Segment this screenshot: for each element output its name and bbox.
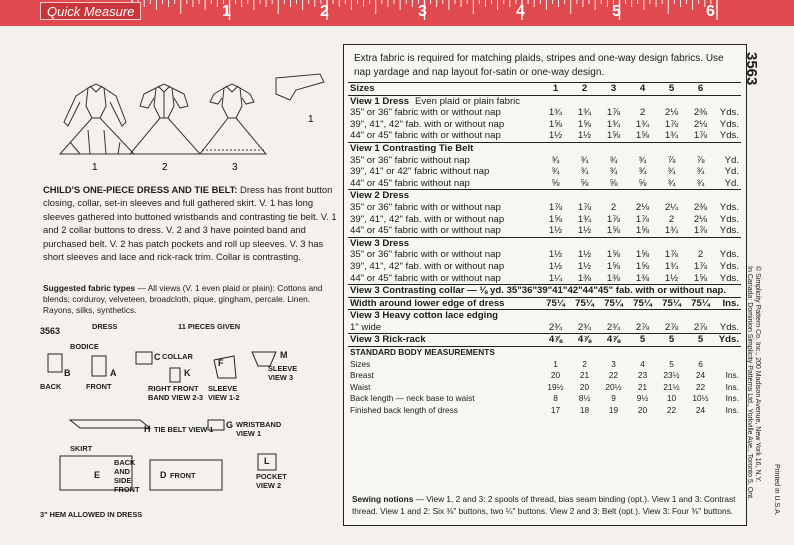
unit-cell: Ins.	[725, 405, 739, 416]
table-cell: 1⅝	[635, 249, 650, 261]
table-cell: 75¼	[570, 297, 599, 310]
table-cell: 4	[640, 358, 645, 369]
table-cell: 22	[666, 405, 677, 416]
table-cell: 21½	[663, 381, 680, 392]
table-cell: 1⅝	[548, 118, 563, 130]
table-cell: 75¼	[541, 297, 570, 310]
table-cell: 1⅞	[664, 249, 679, 261]
table-cell: 10	[666, 393, 677, 404]
table-cell: 1⅞	[548, 201, 563, 213]
pieces-skirt: SKIRT	[70, 444, 93, 453]
section-title	[348, 95, 741, 107]
table-cell: 9	[611, 393, 616, 404]
table-cell: 1	[553, 358, 558, 369]
piece-tie-belt: TIE BELT VIEW 1	[154, 425, 214, 434]
table-cell: ⅞	[667, 154, 676, 166]
unit-cell: Yds.	[719, 107, 739, 119]
row-label: 35" or 36" fabric without nap	[350, 154, 470, 166]
table-cell: 2⅞	[635, 321, 650, 333]
row-label: 35" or 36" fabric with or without nap	[350, 201, 501, 213]
table-row	[348, 107, 741, 119]
table-cell: 2⅞	[664, 321, 679, 333]
table-cell: 20	[637, 405, 648, 416]
lace-title: View 3 Heavy cotton lace edging	[348, 310, 741, 322]
piece-front: FRONT	[86, 382, 112, 391]
table-row	[348, 310, 741, 322]
copyright-text: © Simplicity Pattern Co. Inc., 200 Madison Avenue, New York 16, N.Y.	[754, 266, 761, 483]
row-label: Width around lower edge of dress	[348, 297, 541, 310]
table-cell: 20	[550, 370, 561, 381]
unit-cell: Yd.	[724, 177, 739, 189]
side-pattern-number: 3563	[743, 52, 760, 86]
table-cell: ¾	[580, 166, 589, 178]
row-label: 39", 41", 42" fab. with or without nap	[350, 213, 505, 225]
unit-cell: Yds.	[715, 334, 741, 347]
table-cell: 20½	[605, 381, 622, 392]
table-cell: 1⅝	[606, 130, 621, 142]
table-cell: 1⅞	[606, 213, 621, 225]
unit-cell: Yd.	[724, 154, 739, 166]
table-cell: 2¾	[548, 321, 563, 333]
table-row	[348, 166, 741, 178]
table-cell: 3	[599, 83, 628, 96]
table-cell: 1½	[577, 249, 592, 261]
table-row	[348, 285, 741, 298]
table-row	[348, 359, 741, 371]
canada-text: In Canada: Dominion Simplicity Patterns Ltd., Yorkville Ave., Toronto 5, Ont.	[746, 266, 753, 500]
row-label: 44" or 45" fabric without nap	[350, 177, 470, 189]
table-row	[348, 119, 741, 131]
table-row	[348, 249, 741, 261]
table-cell: 5	[628, 334, 657, 347]
table-row	[348, 334, 741, 347]
table-cell: 2¼	[664, 201, 679, 213]
piece-letter: K	[184, 368, 191, 378]
piece-letter: F	[218, 358, 224, 368]
table-cell: 1⅝	[548, 213, 563, 225]
table-cell: 1¾	[548, 107, 563, 119]
pieces-hem-note: 3" HEM ALLOWED IN DRESS	[40, 510, 143, 519]
unit-cell: Yds.	[719, 249, 739, 261]
table-cell: 1⅝	[606, 260, 621, 272]
table-cell: 4⅞	[599, 334, 628, 347]
description-title: CHILD'S ONE-PIECE DRESS AND TIE BELT:	[43, 184, 238, 195]
table-cell: ⅝	[580, 177, 589, 189]
table-cell: 1⅜	[577, 272, 592, 284]
piece-sleeve-3: SLEEVE VIEW 3	[268, 364, 298, 382]
fabric-requirements-box	[343, 44, 747, 526]
row-label: 39", 41", 42" fab. with or without nap	[350, 260, 505, 272]
row-label: 39", 41", 42" fab. with or without nap	[350, 118, 505, 130]
table-cell: 20	[579, 381, 590, 392]
row-label: 44" or 45" fabric with or without nap	[350, 225, 501, 237]
table-cell: ¾	[580, 154, 589, 166]
table-row	[348, 83, 741, 96]
quick-measure-label: Quick Measure	[40, 2, 141, 20]
ruler-number: 1	[222, 3, 231, 20]
body-measurements-title: STANDARD BODY MEASUREMENTS	[348, 347, 741, 359]
piece-letter: H	[144, 424, 151, 434]
table-cell: ⅞	[696, 154, 705, 166]
table-row	[348, 273, 741, 285]
unit-cell	[715, 83, 741, 96]
table-cell: 4	[628, 83, 657, 96]
piece-letter: A	[110, 368, 117, 378]
row-label: Finished back length of dress	[350, 405, 458, 416]
table-cell: ¾	[667, 177, 676, 189]
table-cell: 19	[608, 405, 619, 416]
table-cell: 4⅞	[570, 334, 599, 347]
unit-cell: Ins.	[725, 393, 739, 404]
table-row	[348, 202, 741, 214]
piece-letter: E	[94, 470, 101, 480]
row-label: Back length — neck base to waist	[350, 393, 475, 404]
table-cell: 1½	[548, 249, 563, 261]
table-cell: 24	[695, 405, 706, 416]
table-cell: 2¾	[577, 321, 592, 333]
yardage-table	[348, 82, 741, 417]
table-cell: 1⅝	[693, 272, 708, 284]
row-label: 1" wide	[350, 321, 382, 333]
fabric-intro: Extra fabric is required for matching plaids, stripes and one-way design fabrics. Use nap yardage and nap layout for-satin or one-way design.	[354, 53, 724, 78]
table-cell: 23½	[663, 370, 680, 381]
table-cell: 8	[553, 393, 558, 404]
pattern-description	[43, 183, 339, 263]
table-cell: 1⅝	[635, 130, 650, 142]
piece-sleeve-12: SLEEVE VIEW 1-2	[208, 384, 240, 402]
table-cell: 2¾	[606, 321, 621, 333]
table-cell: ¾	[551, 166, 560, 178]
suggested-fabrics	[43, 283, 339, 316]
piece-wristband: WRISTBAND VIEW 1	[236, 420, 282, 438]
row-label: 44" or 45" fabric with or without nap	[350, 272, 501, 284]
table-cell: 2	[668, 213, 675, 225]
unit-cell: Yds.	[719, 272, 739, 284]
ruler-number: 6	[706, 3, 715, 20]
table-cell: 1¾	[577, 107, 592, 119]
table-cell: 17	[550, 405, 561, 416]
table-cell: 24	[695, 370, 706, 381]
table-cell: ¾	[638, 166, 647, 178]
pieces-bodice: BODICE	[70, 342, 99, 351]
table-cell: 2	[639, 107, 646, 119]
unit-cell: Yds.	[719, 201, 739, 213]
piece-letter: M	[280, 350, 288, 360]
pattern-pieces	[40, 322, 340, 522]
ruler-number: 2	[320, 3, 329, 20]
table-row	[348, 370, 741, 382]
dress-illustrations	[40, 70, 340, 180]
table-row	[348, 382, 741, 394]
table-cell: 4⅞	[541, 334, 570, 347]
table-cell: 1⅝	[606, 225, 621, 237]
table-cell: ¾	[696, 166, 705, 178]
ruler-number: 5	[612, 3, 621, 20]
table-cell: 1½	[548, 260, 563, 272]
table-cell: 3	[611, 358, 616, 369]
table-cell: 2⅛	[664, 107, 679, 119]
section-title	[348, 142, 741, 154]
pieces-number: 3563	[40, 326, 61, 336]
row-label: 39", 41" or 42" fabric without nap	[350, 166, 490, 178]
table-cell: 19½	[547, 381, 564, 392]
table-cell: 5	[669, 358, 674, 369]
table-cell: 1½	[664, 272, 679, 284]
table-cell: 1⅞	[693, 130, 708, 142]
table-cell: ¾	[609, 166, 618, 178]
piece-letter: G	[226, 420, 234, 430]
table-cell: 2⅜	[693, 107, 708, 119]
row-label: Sizes	[350, 358, 371, 369]
table-cell: 2⅛	[635, 201, 650, 213]
unit-cell: Ins.	[715, 297, 741, 310]
table-row	[348, 393, 741, 405]
quick-measure-ruler	[0, 0, 794, 26]
section-title	[348, 190, 741, 202]
table-cell: 2⅛	[693, 213, 708, 225]
table-cell: 10½	[692, 393, 709, 404]
table-cell: ⅝	[551, 177, 560, 189]
table-cell: 1½	[577, 260, 592, 272]
unit-cell: Yds.	[719, 260, 739, 272]
table-cell: 2⅜	[693, 201, 708, 213]
row-label: Sizes	[348, 83, 541, 96]
printed-text: Printed in U.S.A.	[773, 464, 780, 516]
unit-cell: Yds.	[719, 225, 739, 237]
pieces-given: 11 PIECES GIVEN	[178, 322, 241, 331]
table-row	[348, 261, 741, 273]
table-cell: 2	[697, 249, 704, 261]
table-cell: 21	[637, 381, 648, 392]
table-cell: 1⅝	[606, 249, 621, 261]
ruler-number: 4	[516, 3, 525, 20]
piece-back: BACK	[40, 382, 62, 391]
table-cell: 2	[610, 201, 617, 213]
piece-right-front-band: RIGHT FRONT BAND VIEW 2-3	[148, 384, 204, 402]
table-cell: 22	[608, 370, 619, 381]
table-cell: 1¼	[548, 272, 563, 284]
table-row	[348, 214, 741, 226]
table-row	[348, 155, 741, 167]
piece-d-front: FRONT	[170, 471, 196, 480]
table-cell: 18	[579, 405, 590, 416]
table-row	[348, 405, 741, 417]
table-cell: 5	[657, 83, 686, 96]
table-cell: 75¼	[686, 297, 715, 310]
table-cell: 23	[637, 370, 648, 381]
table-row	[348, 322, 741, 334]
table-cell: 1	[541, 83, 570, 96]
section-title-text: View 2 Dress	[350, 190, 410, 202]
section-title-text: View 1 Dress	[350, 95, 410, 107]
table-cell: 1⅞	[693, 225, 708, 237]
table-row	[348, 297, 741, 310]
table-cell: 1¾	[577, 213, 592, 225]
table-row	[348, 347, 741, 359]
table-cell: 21	[579, 370, 590, 381]
table-cell: 1⅞	[664, 118, 679, 130]
table-row	[348, 178, 741, 190]
table-cell: 1½	[577, 130, 592, 142]
piece-letter: L	[264, 456, 270, 466]
row-label: Waist	[350, 381, 371, 392]
table-cell: 1⅞	[635, 213, 650, 225]
table-cell: 1⅝	[635, 225, 650, 237]
ruler-number: 3	[418, 3, 427, 20]
table-cell: 1¾	[664, 225, 679, 237]
piece-back-side-front: BACK AND SIDE FRONT	[114, 458, 140, 494]
view-label: 2	[162, 162, 168, 173]
table-cell: ¾	[638, 154, 647, 166]
unit-cell	[715, 359, 741, 371]
section-subtitle: Even plaid or plain fabric	[415, 95, 521, 107]
row-label: Breast	[350, 370, 374, 381]
unit-cell: Yds.	[719, 130, 739, 142]
notions-text: — View 1, 2 and 3: 2 spools of thread, bias seam binding (opt.). View 1 and 3: Contrast thread. View 1 and 2: Six ⅜" buttons, two ¼" buttons. View 2 and 3: Belt (opt.). View 3: Four ⅜" buttons.	[352, 494, 736, 516]
table-cell: 6	[686, 83, 715, 96]
table-cell: 2	[582, 358, 587, 369]
table-cell: ¾	[609, 154, 618, 166]
pieces-dress: DRESS	[92, 322, 118, 331]
piece-letter: B	[64, 368, 71, 378]
unit-cell: Yds.	[719, 118, 739, 130]
contrasting-collar: View 3 Contrasting collar — ⅛ yd. 35"36"39"41"42"44"45" fab. with or without nap.	[348, 285, 741, 298]
table-cell: 5	[657, 334, 686, 347]
table-cell: 75¼	[599, 297, 628, 310]
table-cell: 75¼	[628, 297, 657, 310]
table-cell: 6	[698, 358, 703, 369]
section-title-text: View 3 Dress	[350, 237, 410, 249]
table-cell: 1⅜	[606, 272, 621, 284]
piece-pocket: POCKET VIEW 2	[256, 472, 287, 490]
table-cell: 1¾	[664, 130, 679, 142]
table-cell: 1⅞	[577, 201, 592, 213]
row-label: 35" or 36" fabric with or without nap	[350, 249, 501, 261]
table-cell: 1⅞	[606, 107, 621, 119]
description-text: Dress has front button closing, collar, set-in sleeves and full gathered skirt. V. 1 has long sleeves gathered into buttoned wristbands and contrasting tie belt. V. 1 and 2 collar buttons to dress. V. 2 and 3 have pointed band and purchased belt. V. 2 has patch pockets and roll up sleeves. V. 3 has short sleeves and lace and rick-rack trim. Collar is contrasting.	[43, 184, 337, 263]
suggested-text: — All views (V. 1 even plaid or plain): Cottons and blends; corduroy, velveteen, broadcloth, pique, gingham, percale. Linen. Rayons, silks, synthetics.	[43, 283, 323, 315]
piece-letter: D	[160, 470, 167, 480]
table-cell: 2⅛	[693, 118, 708, 130]
table-cell: 2⅞	[693, 321, 708, 333]
unit-cell: Ins.	[725, 381, 739, 392]
view-label: 1	[308, 114, 314, 125]
sewing-notions	[352, 493, 740, 517]
table-cell: ¾	[667, 166, 676, 178]
section-title	[348, 237, 741, 249]
piece-letter: C	[154, 352, 161, 362]
table-cell: 1½	[577, 225, 592, 237]
table-cell: 2	[570, 83, 599, 96]
table-cell: 1⅝	[635, 260, 650, 272]
unit-cell: Yds.	[719, 213, 739, 225]
piece-collar: COLLAR	[162, 352, 193, 361]
view-label: 1	[92, 162, 98, 173]
row-label: View 3 Rick-rack	[348, 334, 541, 347]
table-cell: 1⅝	[577, 118, 592, 130]
notions-title: Sewing notions	[352, 494, 414, 504]
table-cell: 75¼	[657, 297, 686, 310]
section-header	[348, 237, 741, 249]
view-label: 3	[232, 162, 238, 173]
row-label: 44" or 45" fabric with or without nap	[350, 130, 501, 142]
row-label: 35" or 36" fabric with or without nap	[350, 107, 501, 119]
unit-cell: Ins.	[725, 370, 739, 381]
unit-cell: Yds.	[719, 321, 739, 333]
table-cell: 1¾	[635, 118, 650, 130]
table-cell: 5	[686, 334, 715, 347]
table-cell: 8½	[578, 393, 591, 404]
unit-cell: Yd.	[724, 166, 739, 178]
section-header	[348, 190, 741, 202]
section-title-text: View 1 Contrasting Tie Belt	[350, 142, 474, 154]
table-cell: 1¾	[606, 118, 621, 130]
table-cell: 9½	[636, 393, 649, 404]
table-cell: ¾	[551, 154, 560, 166]
table-row	[348, 225, 741, 237]
suggested-title: Suggested fabric types	[43, 283, 136, 293]
table-cell: 22	[695, 381, 706, 392]
table-cell: 1⅜	[635, 272, 650, 284]
table-cell: 1½	[548, 130, 563, 142]
table-cell: ¾	[696, 177, 705, 189]
table-row	[348, 130, 741, 142]
section-header	[348, 142, 741, 154]
table-cell: ⅝	[609, 177, 618, 189]
table-cell: ⅝	[638, 177, 647, 189]
table-cell: 1¾	[664, 260, 679, 272]
table-cell: 1½	[548, 225, 563, 237]
table-cell: 1⅞	[693, 260, 708, 272]
section-header	[348, 95, 741, 107]
